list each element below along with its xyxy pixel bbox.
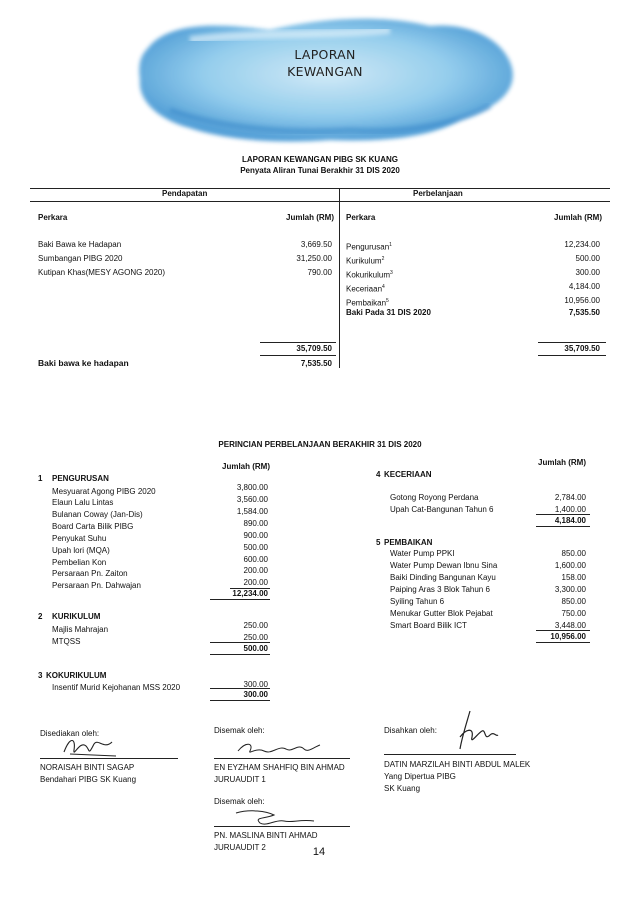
signature-eyzham-icon [234,735,324,759]
detail-item: Penyukat Suhu [52,534,107,543]
detail-amount: 890.00 [243,519,268,528]
detail-amount: 850.00 [561,549,586,558]
expense-total: 35,709.50 [564,344,600,353]
income-header: Pendapatan [162,189,208,198]
detail-item: Mesyuarat Agong PIBG 2020 [52,487,156,496]
detail-title: PERINCIAN PERBELANJAAN BERAKHIR 31 DIS 2020 [218,440,422,449]
subtotal-underline [210,700,270,701]
checked2-sign-line [214,826,350,827]
section-number: 3 [38,671,43,680]
subtotal-rule [536,630,590,631]
subtotal-underline [210,599,270,600]
detail-amount: 1,600.00 [554,561,586,570]
detail-item: MTQSS [52,637,81,646]
detail-amount: 200.00 [243,566,268,575]
approved-role-2: SK Kuang [384,784,421,793]
detail-amount: 900.00 [243,531,268,540]
income-total-rule [260,342,336,343]
approved-role-1: Yang Dipertua PIBG [384,772,456,781]
subtotal-underline [210,654,270,655]
checked-by-label-2: Disemak oleh: [214,797,265,806]
page-number: 14 [312,846,326,858]
section-total: 300.00 [243,690,268,699]
detail-amount: 2,784.00 [554,493,586,502]
checked-by-label-1: Disemak oleh: [214,726,265,735]
expense-total-underline [538,355,606,356]
subtotal-underline [536,642,590,643]
section-title-kokurikulum: KOKURIKULUM [46,671,107,680]
detail-item: Upah Cat-Bangunan Tahun 6 [390,505,494,514]
detail-amount: 158.00 [561,573,586,582]
prepared-sign-line [40,758,178,759]
detail-item: Bulanan Coway (Jan-Dis) [52,510,143,519]
detail-amount: 3,560.00 [236,495,268,504]
prepared-role: Bendahari PIBG SK Kuang [40,775,137,784]
section-title-kurikulum: KURIKULUM [52,612,101,621]
detail-item: Elaun Lalu Lintas [52,498,114,507]
detail-item: Upah lori (MQA) [52,546,110,555]
section-total: 10,956.00 [550,632,586,641]
detail-amount: 750.00 [561,609,586,618]
watercolor-splash-icon [130,10,520,150]
prepared-name: NORAISAH BINTI SAGAP [40,763,135,772]
expense-item-label: Pembaikan$^5$ [346,298,389,308]
section-number: 2 [38,612,43,621]
detail-item: Majlis Mahrajan [52,625,109,634]
detail-item: Water Pump PPKI [390,549,455,558]
expense-item-label: Keceriaan$^4$ [346,284,385,294]
detail-amount: 600.00 [243,555,268,564]
expense-item-amount: 4,184.00 [568,282,600,291]
income-item-label: Baki Bawa ke Hadapan [38,240,122,249]
detail-item: Menukar Gutter Blok Pejabat [390,609,493,618]
income-item-amount: 31,250.00 [296,254,332,263]
banner-title-line1: LAPORAN [294,47,356,62]
detail-item: Gotong Royong Perdana [390,493,479,502]
statement-subtitle: Penyata Aliran Tunai Berakhir 31 DIS 2020 [240,166,400,175]
subtotal-rule [210,642,270,643]
expense-item-label: Kokurikulum$^3$ [346,270,393,280]
income-item-amount: 790.00 [307,268,332,277]
detail-item: Smart Board Bilik ICT [390,621,467,630]
detail-item: Paiping Aras 3 Blok Tahun 6 [390,585,490,594]
detail-item: Persaraan Pn. Zaiton [52,569,128,578]
income-total-underline [260,355,336,356]
subtotal-rule [210,688,270,689]
header-banner [130,10,520,150]
statement-divider [339,188,340,368]
statement-title: LAPORAN KEWANGAN PIBG SK KUANG [241,155,398,164]
detail-item: Water Pump Dewan Ibnu Sina [390,561,498,570]
section-number: 1 [38,474,43,483]
carry-forward-amount: 7,535.50 [300,359,332,368]
section-total: 500.00 [243,644,268,653]
expense-item-amount: 12,234.00 [564,240,600,249]
income-item-amount: 3,669.50 [300,240,332,249]
checked1-sign-line [214,758,350,759]
detail-item: Insentif Murid Kejohanan MSS 2020 [52,683,181,692]
expense-col-item: Perkara [346,213,376,222]
banner-title-line2: KEWANGAN [287,64,363,79]
detail-item: Syiling Tahun 6 [390,597,445,606]
checked2-role: JURUAUDIT 2 [214,843,266,852]
carry-forward-label: Baki bawa ke hadapan [38,358,129,368]
detail-amount: 200.00 [243,578,268,587]
detail-right-col-amount: Jumlah (RM) [538,458,586,467]
income-col-amount: Jumlah (RM) [286,213,334,222]
income-col-item: Perkara [38,213,68,222]
detail-item: Baiki Dinding Bangunan Kayu [390,573,496,582]
income-item-label: Sumbangan PIBG 2020 [38,254,123,263]
statement-top-rule [30,188,610,189]
expense-header: Perbelanjaan [413,189,463,198]
checked1-name: EN EYZHAM SHAHFIQ BIN AHMAD [214,763,345,772]
detail-amount: 500.00 [243,543,268,552]
expense-item-amount: 500.00 [575,254,600,263]
checked2-name: PN. MASLINA BINTI AHMAD [214,831,318,840]
detail-amount: 1,584.00 [236,507,268,516]
detail-amount: 3,300.00 [554,585,586,594]
subtotal-underline [536,526,590,527]
income-total: 35,709.50 [296,344,332,353]
section-total: 12,234.00 [232,589,268,598]
signature-marzilah-icon [452,707,502,753]
detail-amount: 850.00 [561,597,586,606]
section-title-pengurusan: PENGURUSAN [52,474,109,483]
income-item-label: Kutipan Khas(MESY AGONG 2020) [38,268,166,277]
balance-label: Baki Pada 31 DIS 2020 [346,308,431,317]
section-number: 5 [376,538,381,547]
approved-name: DATIN MARZILAH BINTI ABDUL MALEK [384,760,531,769]
detail-item: Board Carta Bilik PIBG [52,522,134,531]
section-title-pembaikan: PEMBAIKAN [384,538,433,547]
statement-header-rule [30,201,610,202]
section-total: 4,184.00 [554,516,586,525]
expense-col-amount: Jumlah (RM) [554,213,602,222]
detail-item: Persaraan Pn. Dahwajan [52,581,141,590]
expense-total-rule [538,342,606,343]
checked1-role: JURUAUDIT 1 [214,775,266,784]
expense-item-label: Kurikulum$^2$ [346,256,385,266]
detail-amount: 250.00 [243,621,268,630]
prepared-by-label: Disediakan oleh: [40,729,100,738]
balance-amount: 7,535.50 [568,308,600,317]
detail-amount: 3,800.00 [236,483,268,492]
detail-amount: 300.00 [243,680,268,689]
section-number: 4 [376,470,381,479]
section-title-keceriaan: KECERIAAN [384,470,432,479]
approved-by-label: Disahkan oleh: [384,726,437,735]
detail-left-col-amount: Jumlah (RM) [222,462,270,471]
detail-amount: 3,448.00 [554,621,586,630]
detail-item: Pembelian Kon [52,558,107,567]
expense-item-label: Pengurusan$^1$ [346,242,392,252]
subtotal-rule [536,514,590,515]
expense-item-amount: 10,956.00 [564,296,600,305]
detail-amount: 250.00 [243,633,268,642]
expense-item-amount: 300.00 [575,268,600,277]
detail-amount: 1,400.00 [554,505,586,514]
approved-sign-line [384,754,516,755]
